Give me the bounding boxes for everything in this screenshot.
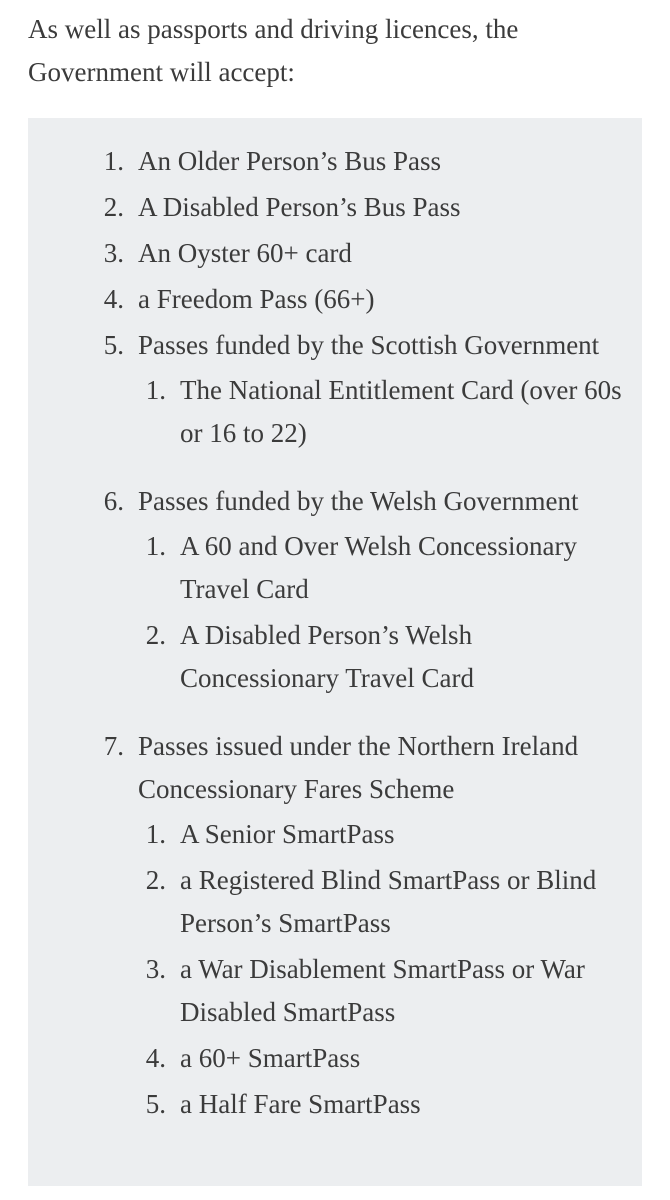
sub-list-number: 1.	[145, 375, 166, 405]
sub-list-item-text: A 60 and Over Welsh Concessionary Travel Card	[180, 531, 578, 604]
sub-list-number: 3.	[145, 954, 166, 984]
sub-list-item	[138, 614, 626, 700]
sub-list-item	[138, 948, 626, 1034]
northern-ireland-sub-list	[138, 813, 626, 1126]
sub-list-number: 4.	[145, 1043, 166, 1073]
list-item	[96, 278, 626, 321]
intro-text: As well as passports and driving licences, the Government will accept:	[28, 14, 519, 87]
list-item	[96, 232, 626, 275]
list-item	[96, 140, 626, 183]
sub-list-item-text: A Senior SmartPass	[180, 819, 395, 849]
list-item-text: A Disabled Person’s Bus Pass	[138, 192, 461, 222]
sub-list-item-text: a 60+ SmartPass	[180, 1043, 361, 1073]
list-item-scottish	[96, 324, 626, 477]
list-item-text: Passes issued under the Northern Ireland Concessionary Fares Scheme	[138, 731, 579, 804]
list-item-text: An Oyster 60+ card	[138, 238, 352, 268]
accepted-passes-list	[96, 140, 626, 1132]
list-number: 5.	[103, 330, 124, 360]
list-number: 6.	[103, 486, 124, 516]
list-item-text: Passes funded by the Welsh Government	[138, 486, 579, 516]
sub-list-item-text: a Half Fare SmartPass	[180, 1089, 421, 1119]
sub-list-item-text: The National Entitlement Card (over 60s or 16 to 22)	[180, 375, 622, 448]
list-number: 2.	[103, 192, 124, 222]
sub-list-item	[138, 1037, 626, 1080]
sub-list-number: 1.	[145, 819, 166, 849]
list-number: 7.	[103, 731, 124, 761]
sub-list-number: 5.	[145, 1089, 166, 1119]
welsh-sub-list	[138, 525, 626, 700]
sub-list-item-text: a War Disablement SmartPass or War Disabled SmartPass	[180, 954, 585, 1027]
list-item-text: An Older Person’s Bus Pass	[138, 146, 442, 176]
sub-list-item-text: A Disabled Person’s Welsh Concessionary Travel Card	[180, 620, 474, 693]
sub-list-item	[138, 1083, 626, 1126]
sub-list-item	[138, 369, 626, 455]
list-item-text: a Freedom Pass (66+)	[138, 284, 375, 314]
list-number: 4.	[103, 284, 124, 314]
list-item-welsh	[96, 480, 626, 722]
sub-list-item	[138, 525, 626, 611]
list-number: 3.	[103, 238, 124, 268]
scottish-sub-list	[138, 369, 626, 455]
sub-list-number: 2.	[145, 620, 166, 650]
sub-list-item	[138, 813, 626, 856]
sub-list-number: 2.	[145, 865, 166, 895]
sub-list-number: 1.	[145, 531, 166, 561]
list-item-text: Passes funded by the Scottish Government	[138, 330, 600, 360]
list-number: 1.	[103, 146, 124, 176]
sub-list-item-text: a Registered Blind SmartPass or Blind Person’s SmartPass	[180, 865, 597, 938]
list-item	[96, 186, 626, 229]
list-item-northern-ireland	[96, 725, 626, 1129]
sub-list-item	[138, 859, 626, 945]
